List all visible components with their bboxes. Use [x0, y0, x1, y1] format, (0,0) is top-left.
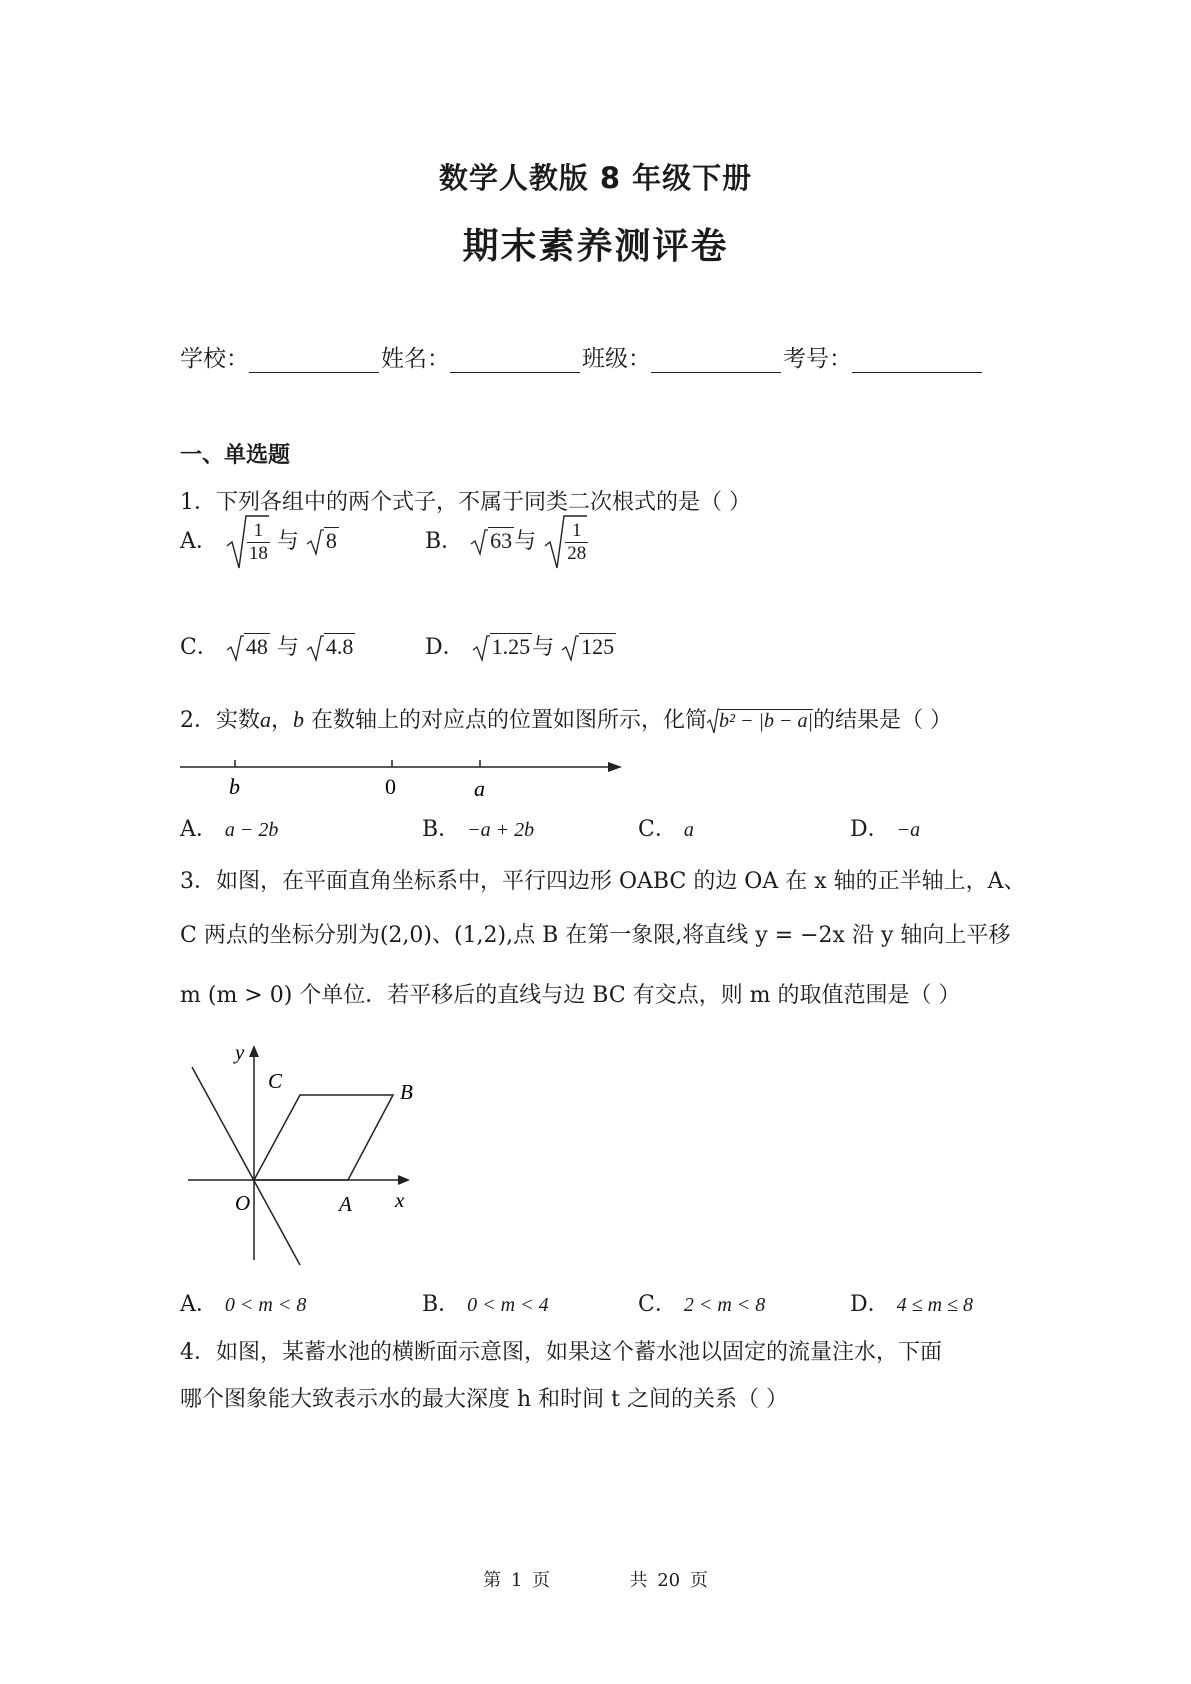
q1-b-num: 1 — [565, 520, 588, 543]
q3-option-b[interactable] — [422, 1287, 549, 1318]
section-heading: 一、单选题 — [180, 443, 291, 468]
label-o: O — [235, 1191, 251, 1215]
q3-option-a[interactable] — [180, 1287, 306, 1318]
school-blank[interactable] — [249, 350, 379, 373]
q2-option-c-label: C． — [638, 817, 677, 842]
q1-stem: 1．下列各组中的两个式子，不属于同类二次根式的是（ ） — [180, 490, 751, 515]
name-blank[interactable] — [450, 350, 580, 373]
q1-c-left-root — [226, 634, 270, 662]
label-zero: 0 — [385, 774, 396, 799]
q1-c-left: 48 — [245, 634, 268, 659]
q1-b-join: 与 — [514, 529, 537, 554]
q2-option-c[interactable] — [638, 812, 694, 843]
q1-b-left: 63 — [490, 528, 513, 553]
page-footer — [0, 1566, 1191, 1592]
page-title: 数学人教版 8 年级下册 — [438, 161, 753, 195]
q3-option-c-value: 2 < m < 8 — [683, 1294, 766, 1316]
q1-d-right-root — [561, 634, 616, 662]
q2-option-d-value: −a — [896, 819, 921, 841]
exam-no-blank[interactable] — [852, 350, 982, 373]
x-arrow-icon — [398, 1175, 410, 1185]
q2-option-a-label: A． — [180, 817, 218, 842]
q3-option-a-value: 0 < m < 8 — [224, 1294, 307, 1316]
label-a: a — [474, 776, 485, 801]
q1-b-den: 28 — [567, 542, 587, 564]
q3-option-d-value: 4 ≤ m ≤ 8 — [896, 1294, 974, 1316]
q1-a-fraction — [247, 520, 270, 565]
q1-a-join: 与 — [276, 529, 299, 554]
q3-line3: m (m > 0) 个单位．若平移后的直线与边 BC 有交点，则 m 的取值范围是（ ） — [180, 983, 961, 1008]
q2-var-b: b — [293, 707, 305, 732]
q1-option-c[interactable] — [180, 630, 355, 662]
page-total: 共 20 页 — [629, 1570, 708, 1591]
q2-option-b[interactable] — [422, 812, 534, 843]
school-label: 学校： — [180, 346, 249, 372]
q3-option-d[interactable] — [850, 1287, 973, 1318]
q3-option-b-label: B． — [422, 1292, 461, 1317]
y-arrow-icon — [249, 1045, 259, 1057]
q1-option-b[interactable] — [425, 512, 588, 572]
q3-option-c-label: C． — [638, 1292, 677, 1317]
q1-b-left-root — [470, 528, 514, 556]
q4-line2: 哪个图象能大致表示水的最大深度 h 和时间 t 之间的关系（ ） — [180, 1387, 788, 1412]
q4-line1: 4．如图，某蓄水池的横断面示意图，如果这个蓄水池以固定的流量注水，下面 — [180, 1340, 942, 1365]
q1-a-num: 1 — [247, 520, 270, 543]
q2-stem-c: 在数轴上的对应点的位置如图所示，化简 — [304, 708, 708, 733]
sqrt-sign — [707, 708, 719, 734]
q2-stem-b: ， — [271, 708, 294, 733]
q3-line2: C 两点的坐标分别为(2,0)、(1,2),点 B 在第一象限,将直线 y = −2x 沿 y 轴向上平移 — [180, 923, 1011, 948]
q3-option-c[interactable] — [638, 1287, 765, 1318]
q2-option-d[interactable] — [850, 812, 920, 843]
label-c: C — [268, 1069, 283, 1093]
q2-option-a[interactable] — [180, 812, 278, 843]
line-y-neg2x — [192, 1067, 300, 1265]
q1-c-right: 4.8 — [325, 634, 354, 659]
q3-figure — [180, 1035, 440, 1275]
q1-option-d[interactable] — [425, 630, 616, 662]
label-x: x — [395, 1188, 405, 1212]
q2-option-b-label: B． — [422, 817, 461, 842]
q1-a-den: 18 — [248, 542, 268, 564]
number-line — [180, 752, 640, 802]
name-label: 姓名： — [381, 346, 450, 372]
q2-stem-a: 2．实数 — [180, 708, 260, 733]
student-info-line — [180, 340, 984, 373]
q1-option-a[interactable] — [180, 512, 339, 572]
exam-no-label: 考号： — [783, 346, 852, 372]
q1-c-right-root — [306, 634, 356, 662]
q1-option-b-label: B． — [425, 529, 464, 554]
q1-option-a-label: A． — [180, 529, 218, 554]
label-y: y — [235, 1040, 245, 1064]
q1-c-join: 与 — [276, 635, 299, 660]
q2-option-a-value: a − 2b — [224, 819, 279, 841]
q1-d-right: 125 — [581, 634, 615, 659]
class-blank[interactable] — [651, 350, 781, 373]
q1-option-c-label: C． — [180, 635, 219, 660]
q1-d-left-root — [472, 634, 533, 662]
q2-stem-d: 的结果是（ ） — [813, 708, 952, 733]
q3-line1: 3．如图，在平面直角坐标系中，平行四边形 OABC 的边 OA 在 x 轴的正半轴上，A、 — [180, 869, 1026, 894]
class-label: 班级： — [582, 346, 651, 372]
label-a: A — [339, 1192, 352, 1216]
page-number: 第 1 页 — [483, 1570, 551, 1591]
q1-d-join: 与 — [532, 635, 555, 660]
page-subtitle: 期末素养测评卷 — [462, 226, 729, 267]
q2-option-c-value: a — [683, 819, 694, 841]
arrow-icon — [608, 762, 622, 772]
q2-expression: b² − |b − a| — [719, 710, 813, 732]
q3-option-d-label: D． — [850, 1292, 890, 1317]
q2-option-d-label: D． — [850, 817, 890, 842]
label-b: B — [400, 1080, 413, 1104]
q2-stem — [180, 703, 952, 734]
q1-a-right: 8 — [325, 528, 337, 553]
q1-d-left: 1.25 — [491, 634, 531, 659]
q1-a-right-root — [306, 528, 339, 556]
q2-option-b-value: −a + 2b — [467, 819, 535, 841]
q1-option-d-label: D． — [425, 635, 465, 660]
q3-option-a-label: A． — [180, 1292, 218, 1317]
q3-option-b-value: 0 < m < 4 — [467, 1294, 549, 1316]
label-b: b — [229, 774, 240, 799]
q1-b-fraction — [565, 520, 588, 565]
q2-var-a: a — [260, 707, 271, 732]
parallelogram-oabc — [254, 1095, 393, 1180]
